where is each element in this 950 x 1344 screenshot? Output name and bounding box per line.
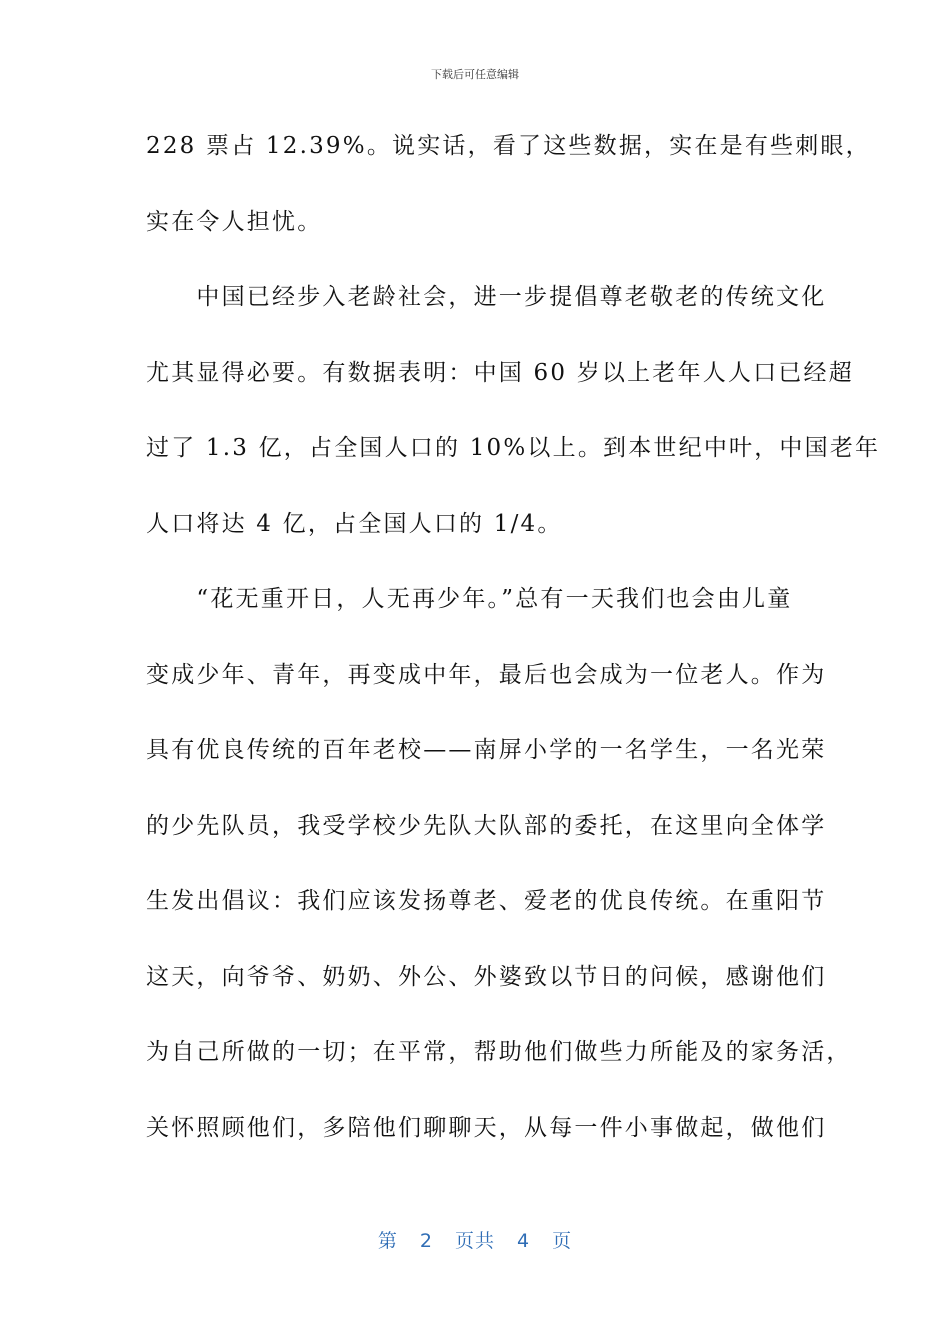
text-line: 变成少年、青年，再变成中年，最后也会成为一位老人。作为 (146, 661, 827, 688)
text-line: “花无重开日，人无再少年。”总有一天我们也会由儿童 (146, 586, 793, 612)
text-line: 的少先队员，我受学校少先队大队部的委托，在这里向全体学 (146, 812, 827, 839)
text-line: 实在令人担忧。 (146, 208, 323, 235)
text-line: 具有优良传统的百年老校——南屏小学的一名学生，一名光荣 (146, 737, 827, 763)
text-line: 228 票占 12.39%。说实话，看了这些数据，实在是有些刺眼， (146, 133, 871, 159)
text-line: 过了 1.3 亿，占全国人口的 10%以上。到本世纪中叶，中国老年 (146, 435, 881, 461)
text-line: 为自己所做的一切；在平常，帮助他们做些力所能及的家务活， (146, 1039, 852, 1065)
total-pages-number: 4 (517, 1230, 531, 1252)
footer-middle: 页共 (454, 1230, 495, 1252)
text-line: 关怀照顾他们，多陪他们聊聊天，从每一件小事做起，做他们 (146, 1114, 827, 1141)
document-body (146, 128, 881, 1185)
text-line: 生发出倡议：我们应该发扬尊老、爱老的优良传统。在重阳节 (146, 888, 827, 914)
text-line: 中国已经步入老龄社会，进一步提倡尊老敬老的传统文化 (146, 284, 827, 310)
text-line: 尤其显得必要。有数据表明：中国 60 岁以上老年人人口已经超 (146, 359, 854, 386)
header-note: 下载后可任意编辑 (431, 68, 519, 81)
footer-suffix: 页 (552, 1230, 573, 1252)
text-line: 人口将达 4 亿，占全国人口的 1/4。 (146, 510, 563, 537)
page-footer (0, 1226, 950, 1253)
footer-prefix: 第 (377, 1230, 398, 1252)
current-page-number: 2 (419, 1230, 433, 1252)
text-line: 这天，向爷爷、奶奶、外公、外婆致以节日的问候，感谢他们 (146, 963, 827, 990)
